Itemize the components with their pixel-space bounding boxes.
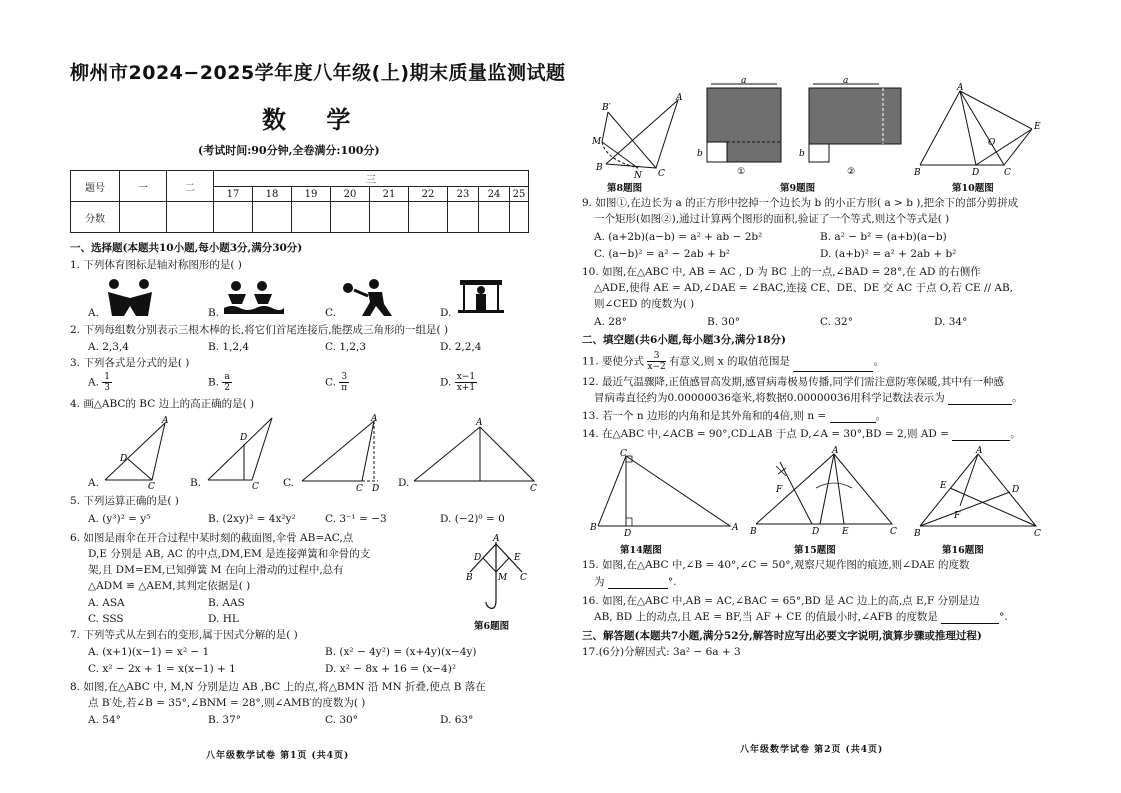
q4-option-c: C. xyxy=(283,477,294,489)
score-cell xyxy=(479,202,510,233)
q2-option-c: C. 1,2,3 xyxy=(325,341,367,353)
label-m: M xyxy=(592,137,602,147)
score-cell xyxy=(409,202,448,233)
label-c: C xyxy=(620,449,627,459)
question-5: 5. 下列运算正确的是( ) xyxy=(70,495,179,507)
q3-d-den: x+1 xyxy=(456,383,476,393)
figure-9-caption: 第9题图 xyxy=(780,183,816,194)
q3-a-fraction xyxy=(102,372,112,393)
q1-option-c-label: C. xyxy=(325,307,336,319)
label-c: C xyxy=(520,573,527,583)
q10-option-c: C. 32° xyxy=(820,316,853,328)
q13-answer-blank[interactable] xyxy=(830,412,876,423)
page-2 xyxy=(562,0,1121,793)
label-d: D xyxy=(120,454,128,464)
score-cell xyxy=(448,202,479,233)
q8-option-c: C. 30° xyxy=(325,714,358,726)
question-2: 2. 下列每组数分别表示三根木棒的长,将它们首尾连接后,能摆成三角形的一组是( ) xyxy=(70,324,449,336)
score-cell xyxy=(292,202,331,233)
q14-text: 14. 在△ABC 中,∠ACB = 90°,CD⊥AB 于点 D,∠A = 30°,BD = 2,则 AD = xyxy=(582,428,949,440)
q8-option-a: A. 54° xyxy=(88,714,121,726)
question-10-line-1: 10. 如图,在△ABC 中, AB = AC , D 为 BC 上的一点,∠BAD = 28°,在 AD 的右侧作 xyxy=(582,266,981,278)
figure-6-caption: 第6题图 xyxy=(474,621,510,632)
label-f: F xyxy=(954,511,961,521)
q14-answer-blank[interactable] xyxy=(952,430,1010,441)
q5-option-c: C. 3⁻¹ = −3 xyxy=(325,513,387,525)
question-6-line-1: 6. 如图是雨伞在开合过程中某时刻的截面图,伞骨 AB=AC,点 xyxy=(70,532,354,544)
figure-14-caption: 第14题图 xyxy=(620,545,662,556)
q7-option-b: B. (x² − 4y²) = (x+4y)(x−4y) xyxy=(325,646,477,658)
score-cell xyxy=(120,202,167,233)
label-a: A xyxy=(732,523,739,533)
question-8-line-2: 点 B′处,若∠B = 35°,∠BNM = 28°,则∠AMB′的度数为( ) xyxy=(88,697,366,709)
q4-option-d: D. xyxy=(398,477,410,489)
question-8-line-1: 8. 如图,在△ABC 中, M,N 分别是边 AB ,BC 上的点,将△BMN 沿 MN 折叠,使点 B 落在 xyxy=(70,681,486,693)
q15-text: 为 xyxy=(594,576,605,588)
q9-option-c: C. (a−b)² = a² − 2ab + b² xyxy=(594,248,730,260)
label-a-side: a xyxy=(741,76,747,86)
label-d: D xyxy=(474,553,482,563)
score-col-one: 一 xyxy=(120,171,167,202)
label-c: C xyxy=(356,484,363,494)
weightlifting-icon xyxy=(456,276,506,318)
wrestling-icon xyxy=(100,276,160,318)
q4-option-a: A. xyxy=(88,477,99,489)
label-d: D xyxy=(1012,485,1020,495)
label-c: C xyxy=(658,169,665,179)
question-16-line-1: 16. 如图,在△ABC 中,AB = AC,∠BAC = 65°,BD 是 AC 边上的高,点 E,F 分别是边 xyxy=(582,595,980,607)
question-16-line-2: AB, BD 上的动点,且 AE = BF,当 AF + CE 的值最小时,∠AFB 的度数是 °. xyxy=(594,611,1008,623)
label-a: A xyxy=(493,534,500,544)
q3-a-num: 1 xyxy=(104,372,110,382)
label-a-side: a xyxy=(843,76,849,86)
score-col-20: 20 xyxy=(331,187,370,202)
label-e: E xyxy=(940,481,947,491)
q3-option-a xyxy=(88,372,112,393)
q9-option-a: A. (a+2b)(a−b) = a² + ab − 2b² xyxy=(594,231,763,243)
question-3: 3. 下列各式是分式的是( ) xyxy=(70,357,190,369)
score-col-19: 19 xyxy=(292,187,331,202)
q8-option-b: B. 37° xyxy=(208,714,242,726)
score-table xyxy=(70,170,529,233)
q3-a-den: 3 xyxy=(104,383,110,393)
question-6-line-2: D,E 分别是 AB, AC 的中点,DM,EM 是连接弹簧和伞骨的支 xyxy=(88,548,371,560)
q3-option-d xyxy=(440,372,477,393)
label-a: A xyxy=(676,93,683,103)
question-7: 7. 下列等式从左到右的变形,属于因式分解的是( ) xyxy=(70,629,298,641)
q3-c-label: C. xyxy=(325,376,336,389)
figure-9-part-1-label: ① xyxy=(737,167,746,177)
score-col-23: 23 xyxy=(448,187,479,202)
q12-answer-blank[interactable] xyxy=(948,394,1012,405)
label-b: B xyxy=(914,529,921,539)
question-10-line-3: 则∠CED 的度数为( ) xyxy=(594,298,695,310)
q4-figure-d xyxy=(410,415,540,494)
subject-title: 数 学 xyxy=(262,106,367,134)
q1-option-b-label: B. xyxy=(208,307,220,319)
q3-c-fraction xyxy=(339,372,349,393)
figure-8 xyxy=(592,92,707,181)
question-12-line-1: 12. 最近气温骤降,正值感冒高发期,感冒病毒极易传播,同学们需注意防寒保暖,其中有一种感 xyxy=(582,376,1004,388)
label-c: C xyxy=(1004,168,1011,178)
q7-option-c: C. x² − 2x + 1 = x(x−1) + 1 xyxy=(88,663,236,675)
label-b: B xyxy=(914,168,921,178)
score-col-18: 18 xyxy=(253,187,292,202)
section-1-heading: 一、选择题(本题共10小题,每小题3分,满分30分) xyxy=(70,242,303,254)
q4-figure-b xyxy=(200,410,280,492)
label-e: E xyxy=(842,527,849,537)
q7-option-d: D. x² − 8x + 16 = (x−4)² xyxy=(325,663,457,675)
q9-option-b: B. a² − b² = (a+b)(a−b) xyxy=(820,231,947,243)
q3-b-fraction xyxy=(222,372,231,393)
label-f: F xyxy=(776,485,783,495)
score-col-25: 25 xyxy=(510,187,529,202)
q3-d-label: D. xyxy=(440,376,452,389)
q15-answer-blank[interactable] xyxy=(608,578,668,589)
q4-figure-c xyxy=(298,414,388,494)
q3-d-fraction xyxy=(455,372,477,393)
q3-b-label: B. xyxy=(208,376,220,389)
q5-option-a: A. (y³)² = y⁵ xyxy=(88,513,151,525)
label-n: N xyxy=(634,171,642,181)
label-c: C xyxy=(530,484,537,494)
q3-b-num: a xyxy=(224,372,230,382)
q11-suffix: 有意义,则 x 的取值范围是 xyxy=(669,355,791,368)
question-15-line-2: 为 °. xyxy=(594,576,677,588)
question-1: 1. 下列体育图标是轴对称图形的是( ) xyxy=(70,259,242,271)
score-cell xyxy=(253,202,292,233)
q16-text: AB, BD 上的动点,且 AE = BF,当 AF + CE 的值最小时,∠AFB 的度数是 xyxy=(594,611,938,623)
q11-denominator: x−2 xyxy=(647,362,666,372)
score-table-header: 题号 xyxy=(71,171,120,202)
label-b: B xyxy=(590,523,597,533)
q10-option-b: B. 30° xyxy=(707,316,741,328)
score-cell xyxy=(331,202,370,233)
label-d: D xyxy=(240,433,248,443)
figure-10-caption: 第10题图 xyxy=(952,183,994,194)
q5-option-d: D. (−2)⁰ = 0 xyxy=(440,513,505,525)
q11-numerator: 3 xyxy=(647,351,665,362)
q4-option-b: B. xyxy=(190,477,202,489)
table-tennis-icon xyxy=(340,278,400,318)
label-b-side: b xyxy=(799,149,805,159)
label-c: C xyxy=(1034,529,1041,539)
q3-option-c xyxy=(325,372,349,393)
score-col-22: 22 xyxy=(409,187,448,202)
q6-option-b: B. AAS xyxy=(208,597,245,609)
label-e: E xyxy=(1034,122,1041,132)
question-9-line-1: 9. 如图①,在边长为 a 的正方形中挖掉一个边长为 b 的小正方形( a > b ),把余下的部分剪拼成 xyxy=(582,197,1019,209)
question-6-line-3: 架,且 DM=EM,已知弹簧 M 在向上滑动的过程中,总有 xyxy=(88,564,344,576)
label-c: C xyxy=(890,527,897,537)
question-14: 14. 在△ABC 中,∠ACB = 90°,CD⊥AB 于点 D,∠A = 30°,BD = 2,则 AD = 。 xyxy=(582,428,1021,440)
figure-9 xyxy=(697,76,912,180)
figure-16-caption: 第16题图 xyxy=(942,545,984,556)
question-13: 13. 若一个 n 边形的内角和是其外角和的4倍,则 n = 。 xyxy=(582,410,887,422)
score-col-17: 17 xyxy=(214,187,253,202)
figure-9-part-2-label: ② xyxy=(847,167,856,177)
question-12-line-2: 冒病毒直径约为0.00000036毫米,将数据0.00000036用科学记数法表示为 。 xyxy=(594,392,1023,404)
score-cell xyxy=(167,202,214,233)
q7-option-a: A. (x+1)(x−1) = x² − 1 xyxy=(88,646,210,658)
label-a: A xyxy=(976,446,983,456)
q16-answer-blank[interactable] xyxy=(941,613,999,624)
umbrella-figure xyxy=(464,536,534,616)
q3-a-label: A. xyxy=(88,376,99,389)
score-col-two: 二 xyxy=(167,171,214,202)
q6-option-d: D. HL xyxy=(208,613,239,625)
label-b-prime: B′ xyxy=(602,103,611,113)
label-a: A xyxy=(957,83,964,93)
label-d: D xyxy=(372,484,380,494)
question-10-line-2: △ADE,使得 AE = AD,∠DAE = ∠BAC,连接 CE、DE、DE 交 AC 于点 O,若 CE // AB, xyxy=(594,282,1014,294)
q3-c-den: π xyxy=(341,383,348,393)
q10-option-d: D. 34° xyxy=(934,316,968,328)
section-2-heading: 二、填空题(共6小题,每小题3分,满分18分) xyxy=(582,334,786,346)
score-row-label: 分数 xyxy=(71,202,120,233)
question-6-line-4: △ADM ≌ △AEM,其判定依据是( ) xyxy=(88,580,251,592)
label-o: O xyxy=(988,138,996,148)
q13-text: 13. 若一个 n 边形的内角和是其外角和的4倍,则 n = xyxy=(582,410,827,422)
q10-option-a: A. 28° xyxy=(594,316,627,328)
label-b: B xyxy=(466,573,473,583)
section-3-heading: 三、解答题(本题共7小题,满分52分,解答时应写出必要文字说明,演算步骤或推理过程) xyxy=(582,630,982,642)
page-2-footer: 八年级数学试卷 第2页 (共4页) xyxy=(740,745,884,755)
exam-title: 柳州市2024−2025学年度八年级(上)期末质量监测试题 xyxy=(70,62,566,84)
question-4: 4. 画△ABC的 BC 边上的高正确的是( ) xyxy=(70,398,255,410)
label-b-side: b xyxy=(697,149,703,159)
water-polo-icon xyxy=(222,280,287,316)
q2-option-a: A. 2,3,4 xyxy=(88,341,129,353)
figure-10 xyxy=(912,85,1042,177)
question-15-line-1: 15. 如图,在△ABC 中,∠B = 40°,∠C = 50°,观察尺规作图的痕迹,则∠DAE 的度数 xyxy=(582,559,970,571)
q11-prefix: 11. 要使分式 xyxy=(582,355,645,368)
label-b: B xyxy=(750,527,757,537)
question-9-line-2: 一个矩形(如图②),通过计算两个图形的面积,验证了一个等式,则这个等式是( ) xyxy=(594,213,950,225)
score-cell xyxy=(370,202,409,233)
q5-option-b: B. (2xy)² = 4x²y² xyxy=(208,513,296,525)
q6-option-a: A. ASA xyxy=(88,597,125,609)
q3-d-num: x−1 xyxy=(456,372,476,382)
q4-figure-a xyxy=(100,415,180,492)
q6-option-c: C. SSS xyxy=(88,613,124,625)
q12-text: 冒病毒直径约为0.00000036毫米,将数据0.00000036用科学记数法表示为 xyxy=(594,392,945,404)
q11-fraction xyxy=(647,351,665,372)
page-1-footer: 八年级数学试卷 第1页 (共4页) xyxy=(206,751,350,761)
q1-option-a-label: A. xyxy=(88,307,99,319)
label-a: A xyxy=(832,446,839,456)
label-m: M xyxy=(498,573,508,583)
label-d: D xyxy=(624,529,632,539)
q1-option-d-label: D. xyxy=(440,307,452,319)
q2-option-b: B. 1,2,4 xyxy=(208,341,250,353)
label-a: A xyxy=(371,414,378,424)
score-cell xyxy=(214,202,253,233)
q3-b-den: 2 xyxy=(224,383,230,393)
q8-option-d: D. 63° xyxy=(440,714,474,726)
figure-8-caption: 第8题图 xyxy=(607,183,643,194)
score-col-21: 21 xyxy=(370,187,409,202)
q11-answer-blank[interactable] xyxy=(793,361,873,372)
figure-15 xyxy=(750,448,900,540)
question-11: 11. 要使分式 $\frac{3}{x-2}$ 有意义,则 x 的取值范围是 。 xyxy=(582,351,884,372)
label-d: D xyxy=(972,168,980,178)
label-b: B xyxy=(596,163,603,173)
score-col-three: 三 xyxy=(214,171,529,187)
q3-option-b xyxy=(208,372,232,393)
q3-c-num: 3 xyxy=(341,372,348,382)
label-c: C xyxy=(148,482,155,492)
figure-15-caption: 第15题图 xyxy=(794,545,836,556)
label-d: D xyxy=(812,527,820,537)
question-17: 17.(6分)分解因式: 3a² − 6a + 3 xyxy=(582,646,741,658)
label-e: E xyxy=(514,553,521,563)
label-c: C xyxy=(252,482,259,492)
exam-info: (考试时间:90分钟,全卷满分:100分) xyxy=(198,144,380,157)
q9-option-d: D. (a+b)² = a² + 2ab + b² xyxy=(820,248,957,260)
score-cell xyxy=(510,202,529,233)
label-a: A xyxy=(476,418,483,428)
q2-option-d: D. 2,2,4 xyxy=(440,341,482,353)
figure-14 xyxy=(590,448,740,540)
figure-16 xyxy=(914,448,1054,540)
label-a: A xyxy=(162,416,169,426)
score-col-24: 24 xyxy=(479,187,510,202)
